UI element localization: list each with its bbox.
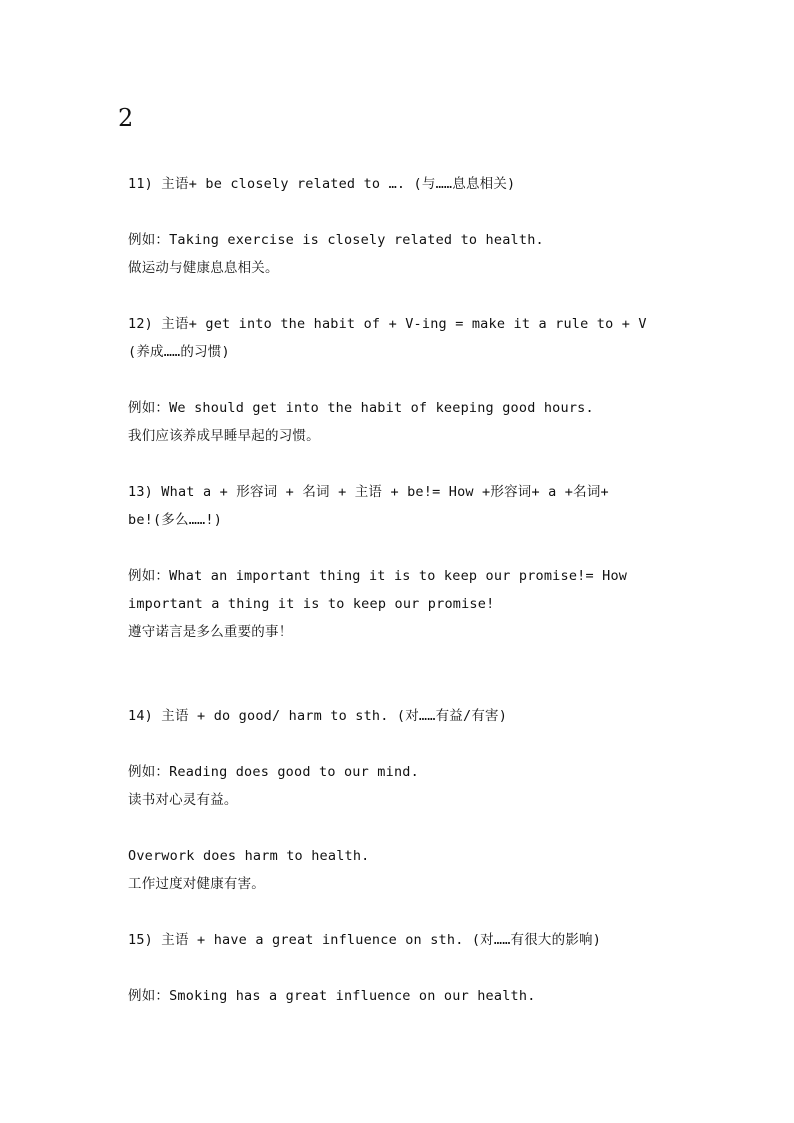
item-14-example-en: 例如：Reading does good to our mind. bbox=[128, 764, 419, 780]
item-11-example-en: 例如：Taking exercise is closely related to health. bbox=[128, 232, 544, 248]
page-number: 2 bbox=[118, 104, 134, 132]
item-11-heading: 11) 主语+ be closely related to …. (与……息息相关) bbox=[128, 176, 516, 192]
item-12-example-zh: 我们应该养成早睡早起的习惯。 bbox=[128, 428, 320, 444]
item-12-heading: 12) 主语+ get into the habit of + V-ing = make it a rule to + V bbox=[128, 316, 647, 332]
item-13-example-en: 例如：What an important thing it is to keep our promise!= How bbox=[128, 568, 628, 584]
item-13-heading: 13) What a + 形容词 + 名词 + 主语 + be!= How +形容词+ a +名词+ bbox=[128, 484, 609, 500]
item-14-heading: 14) 主语 + do good/ harm to sth. (对……有益/有害) bbox=[128, 708, 508, 724]
item-14-example2-zh: 工作过度对健康有害。 bbox=[128, 876, 265, 892]
item-14-example-zh: 读书对心灵有益。 bbox=[128, 792, 238, 808]
item-12-example-en: 例如：We should get into the habit of keeping good hours. bbox=[128, 400, 594, 416]
item-15-example-en: 例如：Smoking has a great influence on our health. bbox=[128, 988, 536, 1004]
item-13-example-zh: 遵守诺言是多么重要的事！ bbox=[128, 624, 293, 640]
item-15-heading: 15) 主语 + have a great influence on sth. (对……有很大的影响) bbox=[128, 932, 602, 948]
item-14-example2-en: Overwork does harm to health. bbox=[128, 848, 370, 864]
item-12-heading-cont: (养成……的习惯) bbox=[128, 344, 230, 360]
item-13-heading-cont: be!(多么……!) bbox=[128, 512, 223, 528]
item-11-example-zh: 做运动与健康息息相关。 bbox=[128, 260, 279, 276]
item-13-example-en-cont: important a thing it is to keep our promise! bbox=[128, 596, 495, 612]
